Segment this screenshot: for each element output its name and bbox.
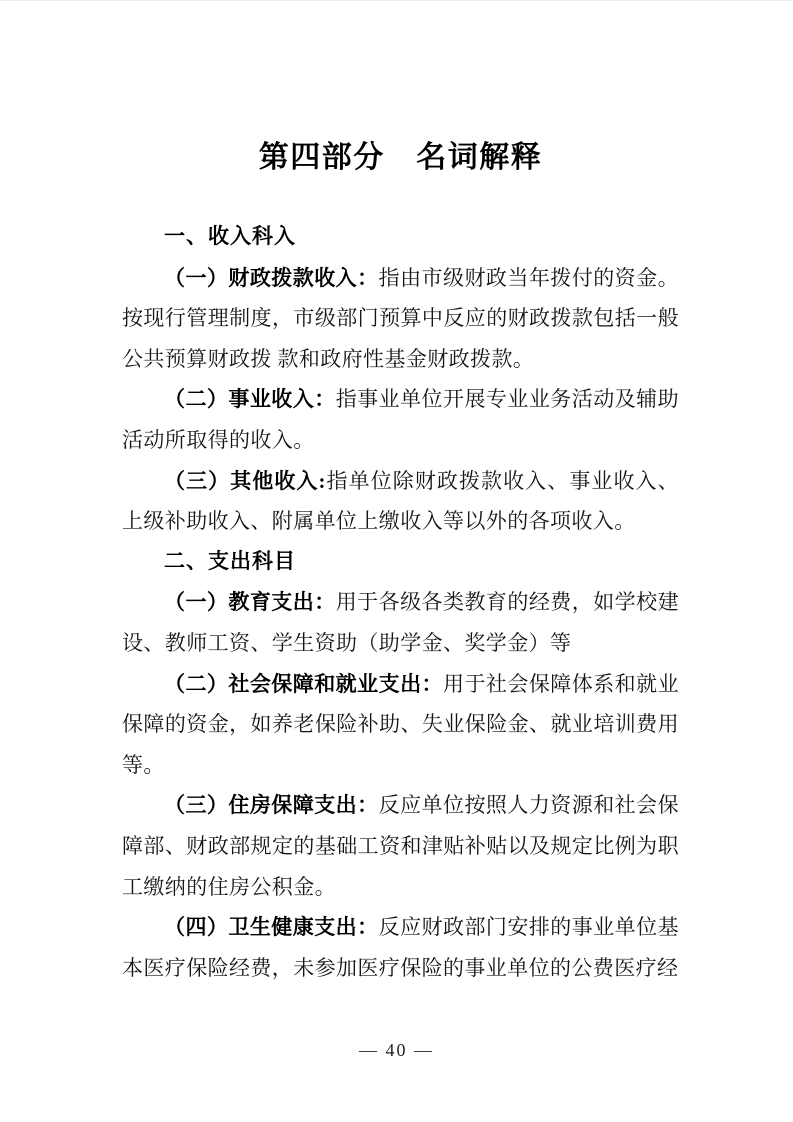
entry-term-label: （三）其他收入: <box>164 468 326 493</box>
section-heading-income <box>122 217 679 258</box>
entry-definition-text: 指事业单位开展专业业务活动及辅助活动所取得的收入。 <box>122 387 679 452</box>
entry-housing-security-expenditure <box>122 785 679 907</box>
section-heading-income-label: 一、收入科入 <box>164 225 296 248</box>
entry-term-label: （一）财政拨款收入： <box>164 265 379 290</box>
entry-health-expenditure <box>122 907 679 988</box>
entry-social-security-employment-expenditure <box>122 664 679 786</box>
section-heading-expenditure-label: 二、支出科目 <box>164 549 296 573</box>
entry-term-label: （三）住房保障支出： <box>164 793 379 818</box>
entry-operational-income <box>122 379 679 460</box>
entry-definition-text: 指由市级财政当年拨付的资金。按现行管理制度，市级部门预算中反应的财政拨款包括一般公共预算财政拨 款和政府性基金财政拨款。 <box>122 265 679 371</box>
entry-definition-text: 用于社会保障体系和就业保障的资金，如养老保险补助、失业保险金、就业培训费用等。 <box>122 671 680 777</box>
section-heading-expenditure <box>122 542 679 583</box>
entry-fiscal-appropriation-income <box>122 258 679 380</box>
page-number: — 40 — <box>359 1040 434 1060</box>
entry-other-income <box>122 461 679 542</box>
entry-term-label: （一）教育支出： <box>164 590 336 615</box>
entry-definition-text: 反应单位按照人力资源和社会保障部、财政部规定的基础工资和津贴补贴以及规定比例为职工缴纳的住房公积金。 <box>122 793 679 899</box>
entry-term-label: （四）卫生健康支出： <box>164 915 379 940</box>
entry-definition-text: 用于各级各类教育的经费，如学校建设、教师工资、学生资助（助学金、奖学金）等 <box>122 590 679 655</box>
entry-definition-text: 反应财政部门安排的事业单位基本医疗保险经费，未参加医疗保险的事业单位的公费医疗经 <box>122 915 679 980</box>
document-body <box>0 137 793 988</box>
entry-education-expenditure <box>122 582 679 663</box>
entry-term-label: （二）事业收入： <box>164 387 336 412</box>
entry-term-label: （二）社会保障和就业支出： <box>164 671 443 696</box>
page-title: 第四部分 名词解释 <box>258 141 543 174</box>
entry-definition-text: 指单位除财政拨款收入、事业收入、上级补助收入、附属单位上缴收入等以外的各项收入。 <box>122 468 679 534</box>
